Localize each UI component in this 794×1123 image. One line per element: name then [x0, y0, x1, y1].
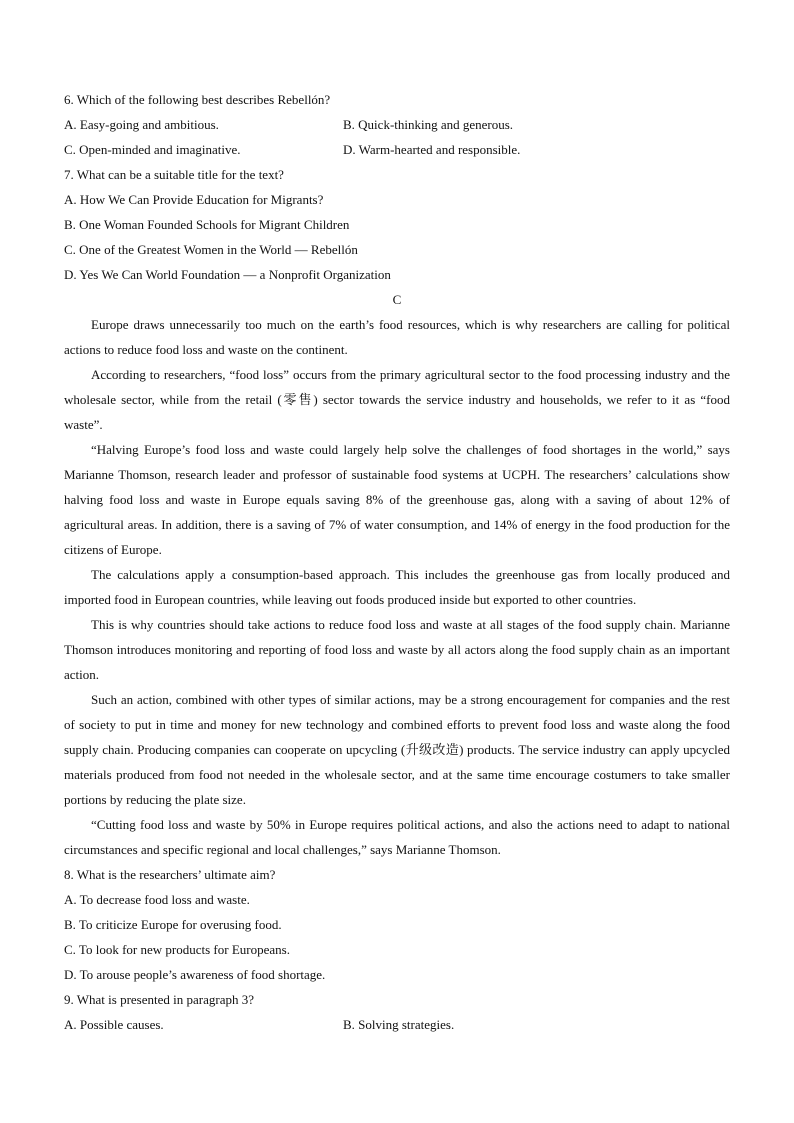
question-6-options-row-1: [64, 112, 730, 137]
question-6-option-b: B. Quick-thinking and generous.: [343, 117, 514, 132]
question-8-option-a: A. To decrease food loss and waste.: [64, 892, 250, 907]
question-8-option-c: C. To look for new products for Europeans.: [64, 942, 290, 957]
question-7-option-c: C. One of the Greatest Women in the World — Rebellón: [64, 242, 358, 257]
question-9-option-a: A. Possible causes.: [64, 1017, 164, 1032]
passage-paragraph-4: The calculations apply a consumption-based approach. This includes the greenhouse gas from locally produced and imported food in European countries, while leaving out foods produced inside but exported to other countries.: [64, 567, 730, 607]
question-9-option-b: B. Solving strategies.: [343, 1017, 455, 1032]
question-6-stem: 6. Which of the following best describes Rebellón?: [64, 92, 331, 107]
exam-page: [64, 87, 730, 1037]
question-7-option-a: A. How We Can Provide Education for Migrants?: [64, 192, 324, 207]
question-8-option-d: D. To arouse people’s awareness of food shortage.: [64, 967, 326, 982]
question-6-option-c: C. Open-minded and imaginative.: [64, 142, 241, 157]
passage-paragraph-6: Such an action, combined with other types of similar actions, may be a strong encouragement for companies and the rest of society to put in time and money for new technology and combined efforts to prevent food loss and waste along the food supply chain. Producing companies can cooperate on upcycling (升级改造) products. The service industry can apply upcycled materials produced from food not needed in the wholesale sector, and at the same time encourage costumers to take smaller portions by reducing the plate size.: [64, 692, 730, 807]
passage-heading: C: [392, 292, 402, 307]
question-6-options-row-2: [64, 137, 730, 162]
passage-paragraph-5: This is why countries should take actions to reduce food loss and waste at all stages of the food supply chain. Marianne Thomson introduces monitoring and reporting of food loss and waste by all actors along the food supply chain as an important action.: [64, 617, 730, 682]
question-7-stem: 7. What can be a suitable title for the text?: [64, 167, 284, 182]
question-9-options-row-1: [64, 1012, 730, 1037]
question-7-option-d: D. Yes We Can World Foundation — a Nonprofit Organization: [64, 267, 391, 282]
question-6-option-d: D. Warm-hearted and responsible.: [343, 142, 521, 157]
question-8-option-b: B. To criticize Europe for overusing food.: [64, 917, 282, 932]
passage-paragraph-2: According to researchers, “food loss” occurs from the primary agricultural sector to the food processing industry and the wholesale sector, while from the retail (零售) sector towards the service industry and households, we refer to it as “food waste”.: [64, 367, 730, 432]
question-6-option-a: A. Easy-going and ambitious.: [64, 117, 219, 132]
question-8-stem: 8. What is the researchers’ ultimate aim?: [64, 867, 276, 882]
question-9-stem: 9. What is presented in paragraph 3?: [64, 992, 254, 1007]
question-7-option-b: B. One Woman Founded Schools for Migrant Children: [64, 217, 350, 232]
passage-paragraph-7: “Cutting food loss and waste by 50% in Europe requires political actions, and also the actions need to adapt to national circumstances and specific regional and local challenges,” says Marianne Thomson.: [64, 817, 730, 857]
passage-paragraph-1: Europe draws unnecessarily too much on the earth’s food resources, which is why researchers are calling for political actions to reduce food loss and waste on the continent.: [64, 317, 730, 357]
passage-paragraph-3: “Halving Europe’s food loss and waste could largely help solve the challenges of food shortages in the world,” says Marianne Thomson, research leader and professor of sustainable food systems at UCPH. The researchers’ calculations show halving food loss and waste in Europe equals saving 8% of the greenhouse gas, along with a saving of about 12% of agricultural areas. In addition, there is a saving of 7% of water consumption, and 14% of energy in the food production for the citizens of Europe.: [64, 442, 730, 557]
